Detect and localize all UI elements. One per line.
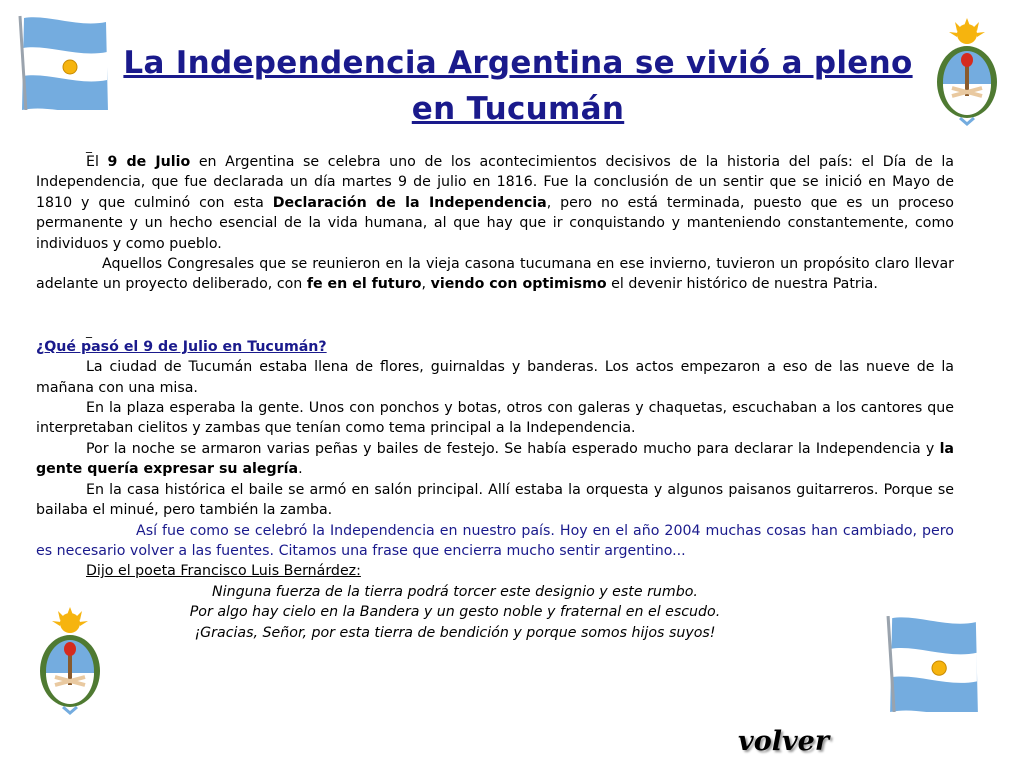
argentina-flag-icon — [18, 14, 110, 110]
paragraph-plaza: En la plaza esperaba la gente. Unos con ponchos y botas, otros con galeras y chaquetas, escuchaban a los cantores que interpretaban cielitos y zambas que tenían como tema principal a la Independencia. — [36, 400, 954, 437]
page-title: La Independencia Argentina se vivió a pleno en Tucumán — [123, 45, 913, 127]
coat-of-arms-icon — [930, 18, 1004, 126]
poem-line: Por algo hay cielo en la Bandera y un gesto noble y fraternal en el escudo. — [189, 604, 721, 621]
volver-link[interactable]: volver — [738, 726, 830, 757]
paragraph-noche: Por la noche se armaron varias peñas y bailes de festejo. Se había esperado mucho para declarar la Independencia y la gente quería expresar su alegría. — [36, 440, 954, 478]
paragraph-congresales: Aquellos Congresales que se reunieron en la vieja casona tucumana en ese invierno, tuvieron un propósito claro llevar adelante un proyecto deliberado, con fe en el futuro, viendo con optimismo el devenir histórico de nuestra Patria. — [36, 256, 954, 293]
argentina-flag-icon — [886, 614, 980, 712]
paragraph-casa: En la casa histórica el baile se armó en salón principal. Allí estaba la orquesta y algunos paisanos guitarreros. Porque se bailaba el minué, pero también la zamba. — [36, 481, 954, 519]
separator: _ — [86, 139, 92, 153]
poem-line: ¡Gracias, Señor, por esta tierra de bendición y porque somos hijos suyos! — [194, 624, 716, 641]
poem-line: Ninguna fuerza de la tierra podrá torcer este designio y este rumbo. — [212, 583, 698, 600]
section-heading: ¿Qué pasó el 9 de Julio en Tucumán? — [36, 338, 327, 355]
coat-of-arms-icon — [33, 606, 107, 716]
separator: _ — [86, 323, 92, 338]
paragraph-conclusion: Así fue como se celebró la Independencia en nuestro país. Hoy en el año 2004 muchas cosas han cambiado, pero es necesario volver a las fuentes. Citamos una frase que encierra mucho sentir argentino... — [36, 522, 954, 559]
paragraph-intro: El 9 de Julio en Argentina se celebra uno de los acontecimientos decisivos de la historia del país: el Día de la Independencia, que fue declarada un día martes 9 de julio en 1816. Fue la conclusión de un sentir que se inició en Mayo de 1810 y que culminó con esta Declaración de la Independencia, pero no está terminada, puesto que es un proceso permanente y un hecho esencial de la vida humana, al que hay que ir conquistando y manteniendo constantemente, como individuos y como pueblo. — [36, 154, 954, 252]
paragraph-ciudad: La ciudad de Tucumán estaba llena de flores, guirnaldas y banderas. Los actos empezaron a eso de las nueve de la mañana con una misa. — [36, 359, 954, 396]
poet-line: Dijo el poeta Francisco Luis Bernárdez: — [86, 563, 361, 580]
article-body — [36, 140, 954, 643]
